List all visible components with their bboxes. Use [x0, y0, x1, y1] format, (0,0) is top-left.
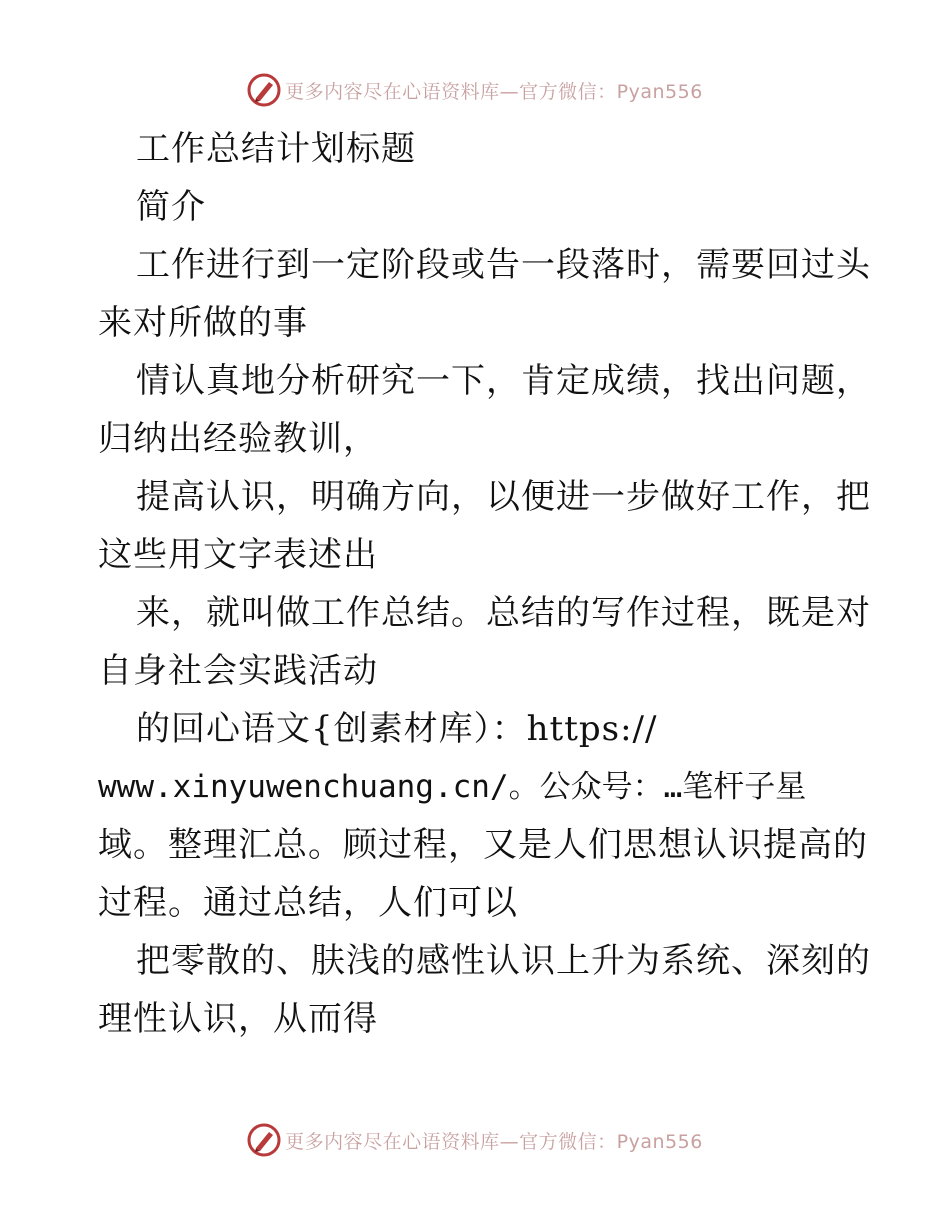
paragraph-line: 归纳出经验教训，: [98, 419, 378, 459]
footer-banner-text: 更多内容尽在心语资料库—官方微信：Pyan556: [285, 1130, 703, 1153]
header-banner: [0, 70, 950, 110]
document-body: [98, 120, 871, 1048]
pen-logo-icon: [247, 1123, 281, 1157]
paragraph-line: 这些用文字表述出: [98, 535, 378, 575]
paragraph-line: 工作进行到一定阶段或告一段落时，需要回过头: [136, 245, 871, 285]
paragraph-line: 自身社会实践活动: [98, 651, 378, 691]
header-banner-text: 更多内容尽在心语资料库—官方微信：Pyan556: [285, 80, 703, 103]
paragraph-line: 域。整理汇总。顾过程，又是人们思想认识提高的: [98, 825, 868, 865]
paragraph: [98, 932, 871, 1048]
paragraph: [98, 700, 868, 932]
paragraph-line: 情认真地分析研究一下，肯定成绩，找出问题，: [136, 361, 871, 401]
paragraph-line: 把零散的、肤浅的感性认识上升为系统、深刻的: [136, 941, 871, 981]
paragraph: [98, 584, 871, 700]
paragraph-line: 来对所做的事: [98, 303, 308, 343]
paragraph-line-url: www.xinyuwenchuang.cn/。公众号：…笔杆子星: [98, 769, 807, 805]
paragraph-line: 理性认识，从而得: [98, 999, 378, 1039]
section-label: 简介: [136, 187, 206, 227]
pen-logo-icon: [247, 73, 281, 107]
paragraph-line: 的回心语文{创素材库）：https://: [136, 709, 658, 749]
paragraph: [98, 468, 871, 584]
document-title: 工作总结计划标题: [136, 129, 416, 169]
paragraph-line: 来，就叫做工作总结。总结的写作过程，既是对: [136, 593, 871, 633]
paragraph-line: 过程。通过总结，人们可以: [98, 883, 518, 923]
paragraph-line: 提高认识，明确方向，以便进一步做好工作，把: [136, 477, 871, 517]
paragraph: [98, 352, 871, 468]
paragraph: [98, 236, 871, 352]
footer-banner: [0, 1120, 950, 1160]
